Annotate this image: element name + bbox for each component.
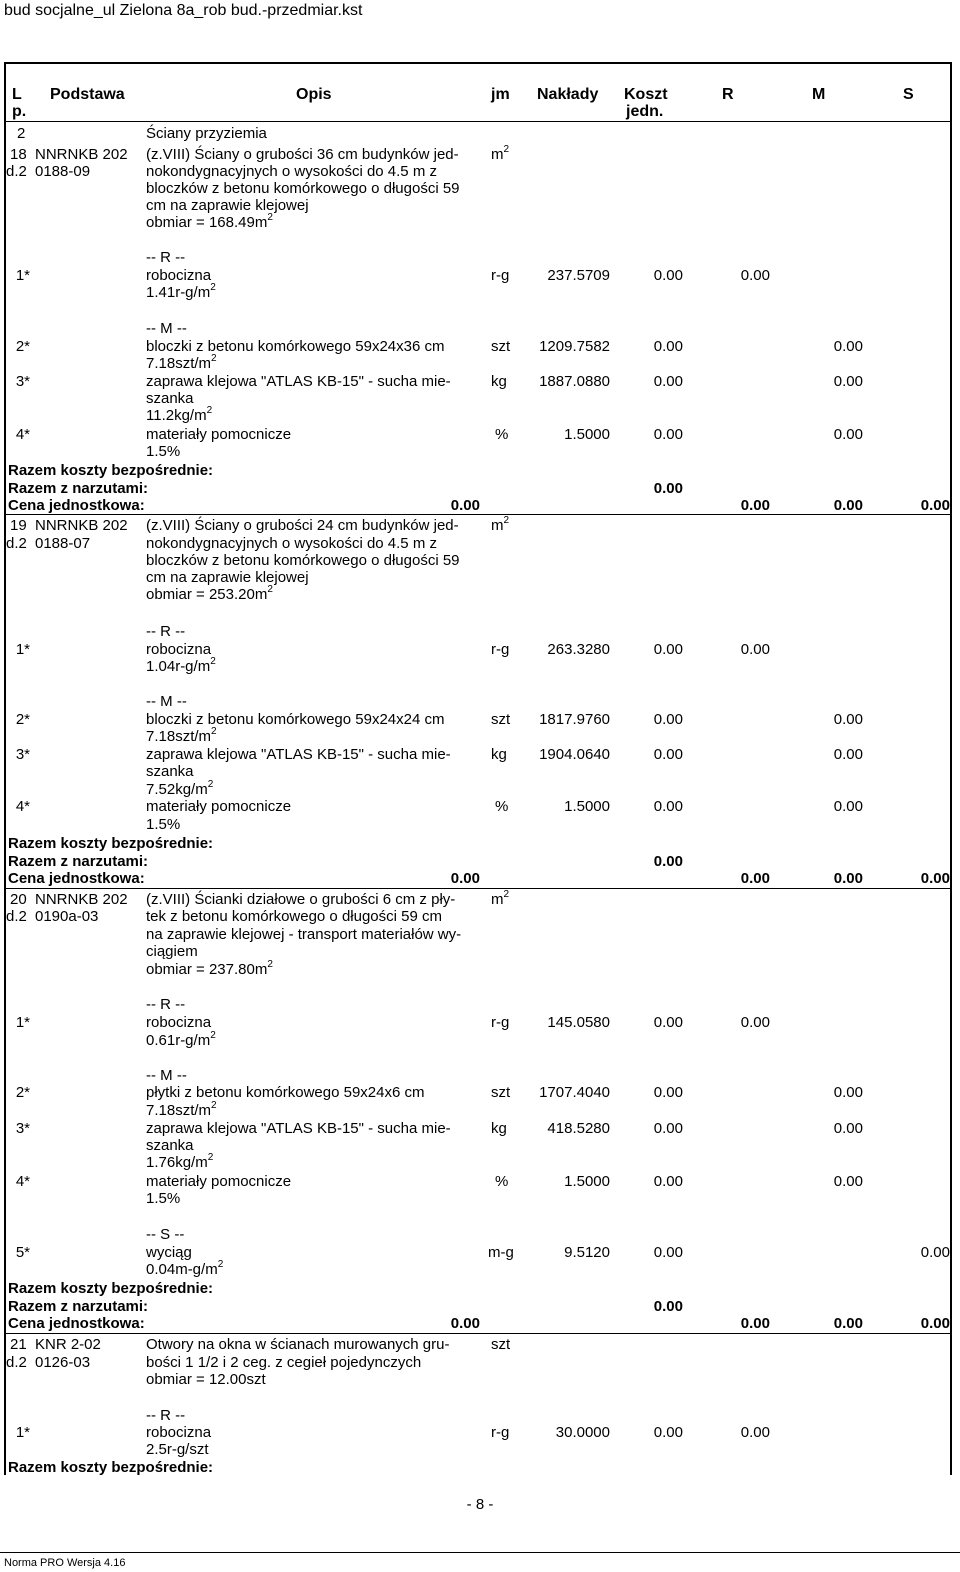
row-number: 1* [15, 267, 30, 284]
description-line: bloczków z betonu komórkowego o długości 59 [146, 180, 460, 197]
unit-cost: 0.00 [653, 1424, 683, 1441]
superscript-2: 2 [211, 1100, 217, 1111]
unit-price-r: 0.00 [740, 870, 770, 887]
unit-price-m: 0.00 [833, 870, 863, 887]
total-with-overheads-value: 0.00 [653, 853, 683, 870]
resource-amount: 263.3280 [547, 641, 610, 658]
resource-unit: % [495, 798, 509, 815]
base-number: 0188-09 [35, 163, 91, 180]
resource-name-cont: szanka [146, 763, 194, 780]
total-with-overheads-value: 0.00 [653, 1298, 683, 1315]
resource-amount: 30.0000 [555, 1424, 610, 1441]
superscript-2: 2 [210, 282, 216, 293]
resource-unit: r-g [491, 267, 510, 284]
resource-norm [146, 407, 212, 424]
direct-costs-label: Razem koszty bezpośrednie: [8, 462, 214, 479]
resource-unit: r-g [491, 1424, 510, 1441]
direct-costs-label: Razem koszty bezpośrednie: [8, 1459, 214, 1476]
table-top-rule [4, 62, 952, 64]
resource-norm [146, 1032, 216, 1049]
text-value: 1.76kg/m [146, 1154, 208, 1171]
position-subchapter: d.2 [6, 163, 27, 180]
description-line: bloczków z betonu komórkowego o długości 59 [146, 552, 460, 569]
resource-name: robocizna [146, 1014, 212, 1031]
section-title: Ściany przyziemia [146, 125, 267, 142]
superscript-2: 2 [217, 1259, 224, 1270]
unit-cost: 0.00 [653, 746, 683, 763]
resource-norm [146, 355, 217, 372]
base-number: 0190a-03 [35, 908, 99, 925]
header-koszt: Koszt [624, 86, 668, 103]
unit-price-label: Cena jednostkowa: [8, 1315, 145, 1332]
base-number: 0126-03 [35, 1354, 91, 1371]
superscript-2: 2 [207, 1152, 214, 1163]
r-value: 0.00 [740, 1014, 770, 1031]
resource-amount: 9.5120 [564, 1244, 610, 1261]
resource-norm [146, 781, 213, 798]
resource-name-cont: szanka [146, 390, 194, 407]
resource-unit: kg [491, 1120, 507, 1137]
unit [491, 891, 509, 908]
row-number: 1* [15, 1424, 30, 1441]
text-value: 7.18szt/m [146, 355, 212, 372]
resource-amount: 418.5280 [547, 1120, 610, 1137]
header-r: R [722, 86, 734, 103]
header-opis: Opis [296, 86, 332, 103]
total-with-overheads-label: Razem z narzutami: [8, 480, 149, 497]
unit-cost: 0.00 [653, 338, 683, 355]
row-number: 3* [15, 373, 30, 390]
text-value: 11.2kg/m [146, 407, 207, 424]
unit-price-value: 0.00 [450, 1315, 480, 1332]
description-line: ciągiem [146, 943, 198, 960]
superscript-2: 2 [206, 405, 213, 416]
resource-amount: 1.5000 [564, 426, 610, 443]
unit-cost: 0.00 [653, 711, 683, 728]
resource-unit: szt [491, 1084, 511, 1101]
unit-cost: 0.00 [653, 1244, 683, 1261]
unit-cost: 0.00 [653, 1120, 683, 1137]
m-value: 0.00 [833, 746, 863, 763]
resource-amount: 1707.4040 [539, 1084, 610, 1101]
resource-norm [146, 1102, 217, 1119]
m-value: 0.00 [833, 1173, 863, 1190]
superscript-2: 2 [211, 726, 217, 737]
resource-name: materiały pomocnicze [146, 798, 292, 815]
resource-unit: % [495, 426, 509, 443]
resource-name: zaprawa klejowa "ATLAS KB-15" - sucha mie- [146, 746, 451, 763]
resource-name: zaprawa klejowa "ATLAS KB-15" - sucha mie- [146, 1120, 451, 1137]
unit-price-value: 0.00 [450, 870, 480, 887]
row-number: 4* [15, 426, 30, 443]
resource-unit: % [495, 1173, 509, 1190]
row-number: 1* [15, 1014, 30, 1031]
unit-price-label: Cena jednostkowa: [8, 497, 145, 514]
text-value: obmiar = 253.20m [146, 586, 268, 603]
page-number: - 8 - [466, 1496, 494, 1513]
unit-price-label: Cena jednostkowa: [8, 870, 145, 887]
direct-costs-label: Razem koszty bezpośrednie: [8, 835, 214, 852]
r-value: 0.00 [740, 641, 770, 658]
resource-name: płytki z betonu komórkowego 59x24x6 cm [146, 1084, 425, 1101]
resource-name-cont: szanka [146, 1137, 194, 1154]
base-number: 0188-07 [35, 535, 91, 552]
header-s: S [903, 86, 914, 103]
unit-cost: 0.00 [653, 1173, 683, 1190]
m-value: 0.00 [833, 426, 863, 443]
position-subchapter: d.2 [6, 908, 27, 925]
s-value: 0.00 [920, 1244, 950, 1261]
superscript-2: 2 [210, 656, 216, 667]
labor-header: -- R -- [146, 996, 186, 1013]
unit-price-r: 0.00 [740, 497, 770, 514]
text-value: 0.61r-g/m [146, 1032, 211, 1049]
resource-norm [146, 658, 216, 675]
row-number: 4* [15, 798, 30, 815]
resource-norm: 1.5% [146, 443, 181, 460]
description-line: bości 1 1/2 i 2 ceg. z cegieł pojedynczych [146, 1354, 422, 1371]
position-number: 20 [10, 891, 27, 908]
footer-rule [0, 1552, 960, 1553]
text-value: 1.41r-g/m [146, 284, 211, 301]
base-code: NNRNKB 202 [35, 146, 128, 163]
resource-unit: kg [491, 746, 507, 763]
unit-price-s: 0.00 [920, 870, 950, 887]
position-subchapter: d.2 [6, 535, 27, 552]
unit: szt [491, 1336, 511, 1353]
quantity-line [146, 586, 273, 603]
labor-header: -- R -- [146, 623, 186, 640]
quantity-line [146, 214, 273, 231]
position-separator [4, 514, 952, 515]
m-value: 0.00 [833, 798, 863, 815]
unit [491, 146, 509, 163]
resource-amount: 145.0580 [547, 1014, 610, 1031]
section-number: 2 [17, 125, 26, 142]
resource-amount: 1209.7582 [539, 338, 610, 355]
position-separator [4, 888, 952, 889]
direct-costs-label: Razem koszty bezpośrednie: [8, 1280, 214, 1297]
resource-unit: r-g [491, 641, 510, 658]
unit-price-r: 0.00 [740, 1315, 770, 1332]
text-value: obmiar = 168.49m [146, 214, 268, 231]
position-number: 21 [10, 1336, 27, 1353]
m-value: 0.00 [833, 338, 863, 355]
resource-unit: szt [491, 711, 511, 728]
unit-cost: 0.00 [653, 426, 683, 443]
resource-amount: 1904.0640 [539, 746, 610, 763]
row-number: 3* [15, 1120, 30, 1137]
m-value: 0.00 [833, 1084, 863, 1101]
row-number: 2* [15, 711, 30, 728]
document-title: bud socjalne_ul Zielona 8a_rob bud.-przedmiar.kst [4, 2, 363, 19]
resource-amount: 1.5000 [564, 798, 610, 815]
unit-price-s: 0.00 [920, 497, 950, 514]
superscript-2: 2 [207, 779, 214, 790]
resource-name: robocizna [146, 267, 212, 284]
text-value: m [491, 146, 504, 163]
resource-norm [146, 728, 217, 745]
resource-name: robocizna [146, 641, 212, 658]
description-line: cm na zaprawie klejowej [146, 569, 309, 586]
resource-name: materiały pomocnicze [146, 1173, 292, 1190]
text-value: m [491, 891, 504, 908]
resource-unit: m-g [488, 1244, 514, 1261]
row-number: 5* [15, 1244, 30, 1261]
description-line: tek z betonu komórkowego o długości 59 cm [146, 908, 442, 925]
labor-header: -- R -- [146, 1407, 186, 1424]
description-line: na zaprawie klejowej - transport materiałów wy- [146, 926, 462, 943]
total-with-overheads-label: Razem z narzutami: [8, 1298, 149, 1315]
header-lp-2: p. [12, 103, 27, 120]
resource-amount: 1817.9760 [539, 711, 610, 728]
unit-cost: 0.00 [653, 1084, 683, 1101]
description-line: (z.VIII) Ściany o grubości 24 cm budynków jed- [146, 517, 459, 534]
resource-norm: 2.5r-g/szt [146, 1441, 209, 1458]
unit-price-m: 0.00 [833, 1315, 863, 1332]
unit-cost: 0.00 [653, 373, 683, 390]
description-line: cm na zaprawie klejowej [146, 197, 309, 214]
resource-norm [146, 1154, 213, 1171]
header-naklady: Nakłady [537, 86, 599, 103]
unit-cost: 0.00 [653, 267, 683, 284]
text-value: m [491, 517, 504, 534]
text-value: 0.04m-g/m [146, 1261, 218, 1278]
row-number: 2* [15, 338, 30, 355]
software-footer: Norma PRO Wersja 4.16 [4, 1557, 126, 1569]
resource-norm [146, 284, 216, 301]
header-bottom-rule [4, 121, 952, 122]
resource-name: bloczki z betonu komórkowego 59x24x36 cm [146, 338, 445, 355]
resource-name: robocizna [146, 1424, 212, 1441]
header-lp-1: L [12, 86, 22, 103]
resource-unit: kg [491, 373, 507, 390]
unit-cost: 0.00 [653, 1014, 683, 1031]
resource-unit: r-g [491, 1014, 510, 1031]
unit-cost: 0.00 [653, 798, 683, 815]
header-koszt-jedn: jedn. [626, 103, 664, 120]
header-m: M [812, 86, 826, 103]
resource-name: bloczki z betonu komórkowego 59x24x24 cm [146, 711, 445, 728]
resource-amount: 1.5000 [564, 1173, 610, 1190]
header-podstawa: Podstawa [50, 86, 125, 103]
superscript-2: 2 [210, 1030, 216, 1041]
unit-price-m: 0.00 [833, 497, 863, 514]
resource-amount: 237.5709 [547, 267, 610, 284]
row-number: 2* [15, 1084, 30, 1101]
quantity-line: obmiar = 12.00szt [146, 1371, 266, 1388]
description-line: (z.VIII) Ścianki działowe o grubości 6 cm z pły- [146, 891, 456, 908]
superscript-2: 2 [267, 212, 273, 223]
m-value: 0.00 [833, 373, 863, 390]
unit-cost: 0.00 [653, 641, 683, 658]
resource-name: materiały pomocnicze [146, 426, 292, 443]
description-line: Otwory na okna w ścianach murowanych gru- [146, 1336, 450, 1353]
superscript-2: 2 [503, 144, 510, 155]
resource-name: zaprawa klejowa "ATLAS KB-15" - sucha mie- [146, 373, 451, 390]
unit-price-s: 0.00 [920, 1315, 950, 1332]
material-header: -- M -- [146, 320, 187, 337]
quantity-line [146, 961, 273, 978]
equipment-header: -- S -- [146, 1226, 185, 1243]
total-with-overheads-label: Razem z narzutami: [8, 853, 149, 870]
resource-norm: 1.5% [146, 816, 181, 833]
description-line: nokondygnacyjnych o wysokości do 4.5 m z [146, 535, 437, 552]
r-value: 0.00 [740, 1424, 770, 1441]
labor-header: -- R -- [146, 249, 186, 266]
text-value: 7.18szt/m [146, 728, 212, 745]
text-value: 7.18szt/m [146, 1102, 212, 1119]
text-value: 1.04r-g/m [146, 658, 211, 675]
r-value: 0.00 [740, 267, 770, 284]
position-number: 18 [10, 146, 27, 163]
base-code: KNR 2-02 [35, 1336, 101, 1353]
total-with-overheads-value: 0.00 [653, 480, 683, 497]
m-value: 0.00 [833, 711, 863, 728]
resource-amount: 1887.0880 [539, 373, 610, 390]
m-value: 0.00 [833, 1120, 863, 1137]
table-right-rule [950, 62, 952, 1475]
description-line: (z.VIII) Ściany o grubości 36 cm budynków jed- [146, 146, 459, 163]
unit [491, 517, 509, 534]
text-value: 7.52kg/m [146, 781, 208, 798]
position-subchapter: d.2 [6, 1354, 27, 1371]
text-value: obmiar = 237.80m [146, 961, 268, 978]
unit-price-value: 0.00 [450, 497, 480, 514]
position-separator [4, 1333, 952, 1334]
row-number: 4* [15, 1173, 30, 1190]
superscript-2: 2 [267, 959, 273, 970]
resource-norm: 1.5% [146, 1190, 181, 1207]
base-code: NNRNKB 202 [35, 891, 128, 908]
row-number: 1* [15, 641, 30, 658]
superscript-2: 2 [211, 353, 217, 364]
header-jm: jm [491, 86, 510, 103]
superscript-2: 2 [267, 584, 273, 595]
row-number: 3* [15, 746, 30, 763]
material-header: -- M -- [146, 1067, 187, 1084]
resource-norm [146, 1261, 223, 1278]
base-code: NNRNKB 202 [35, 517, 128, 534]
resource-name: wyciąg [146, 1244, 192, 1261]
superscript-2: 2 [503, 515, 510, 526]
material-header: -- M -- [146, 693, 187, 710]
position-number: 19 [10, 517, 27, 534]
superscript-2: 2 [503, 889, 510, 900]
description-line: nokondygnacyjnych o wysokości do 4.5 m z [146, 163, 437, 180]
resource-unit: szt [491, 338, 511, 355]
